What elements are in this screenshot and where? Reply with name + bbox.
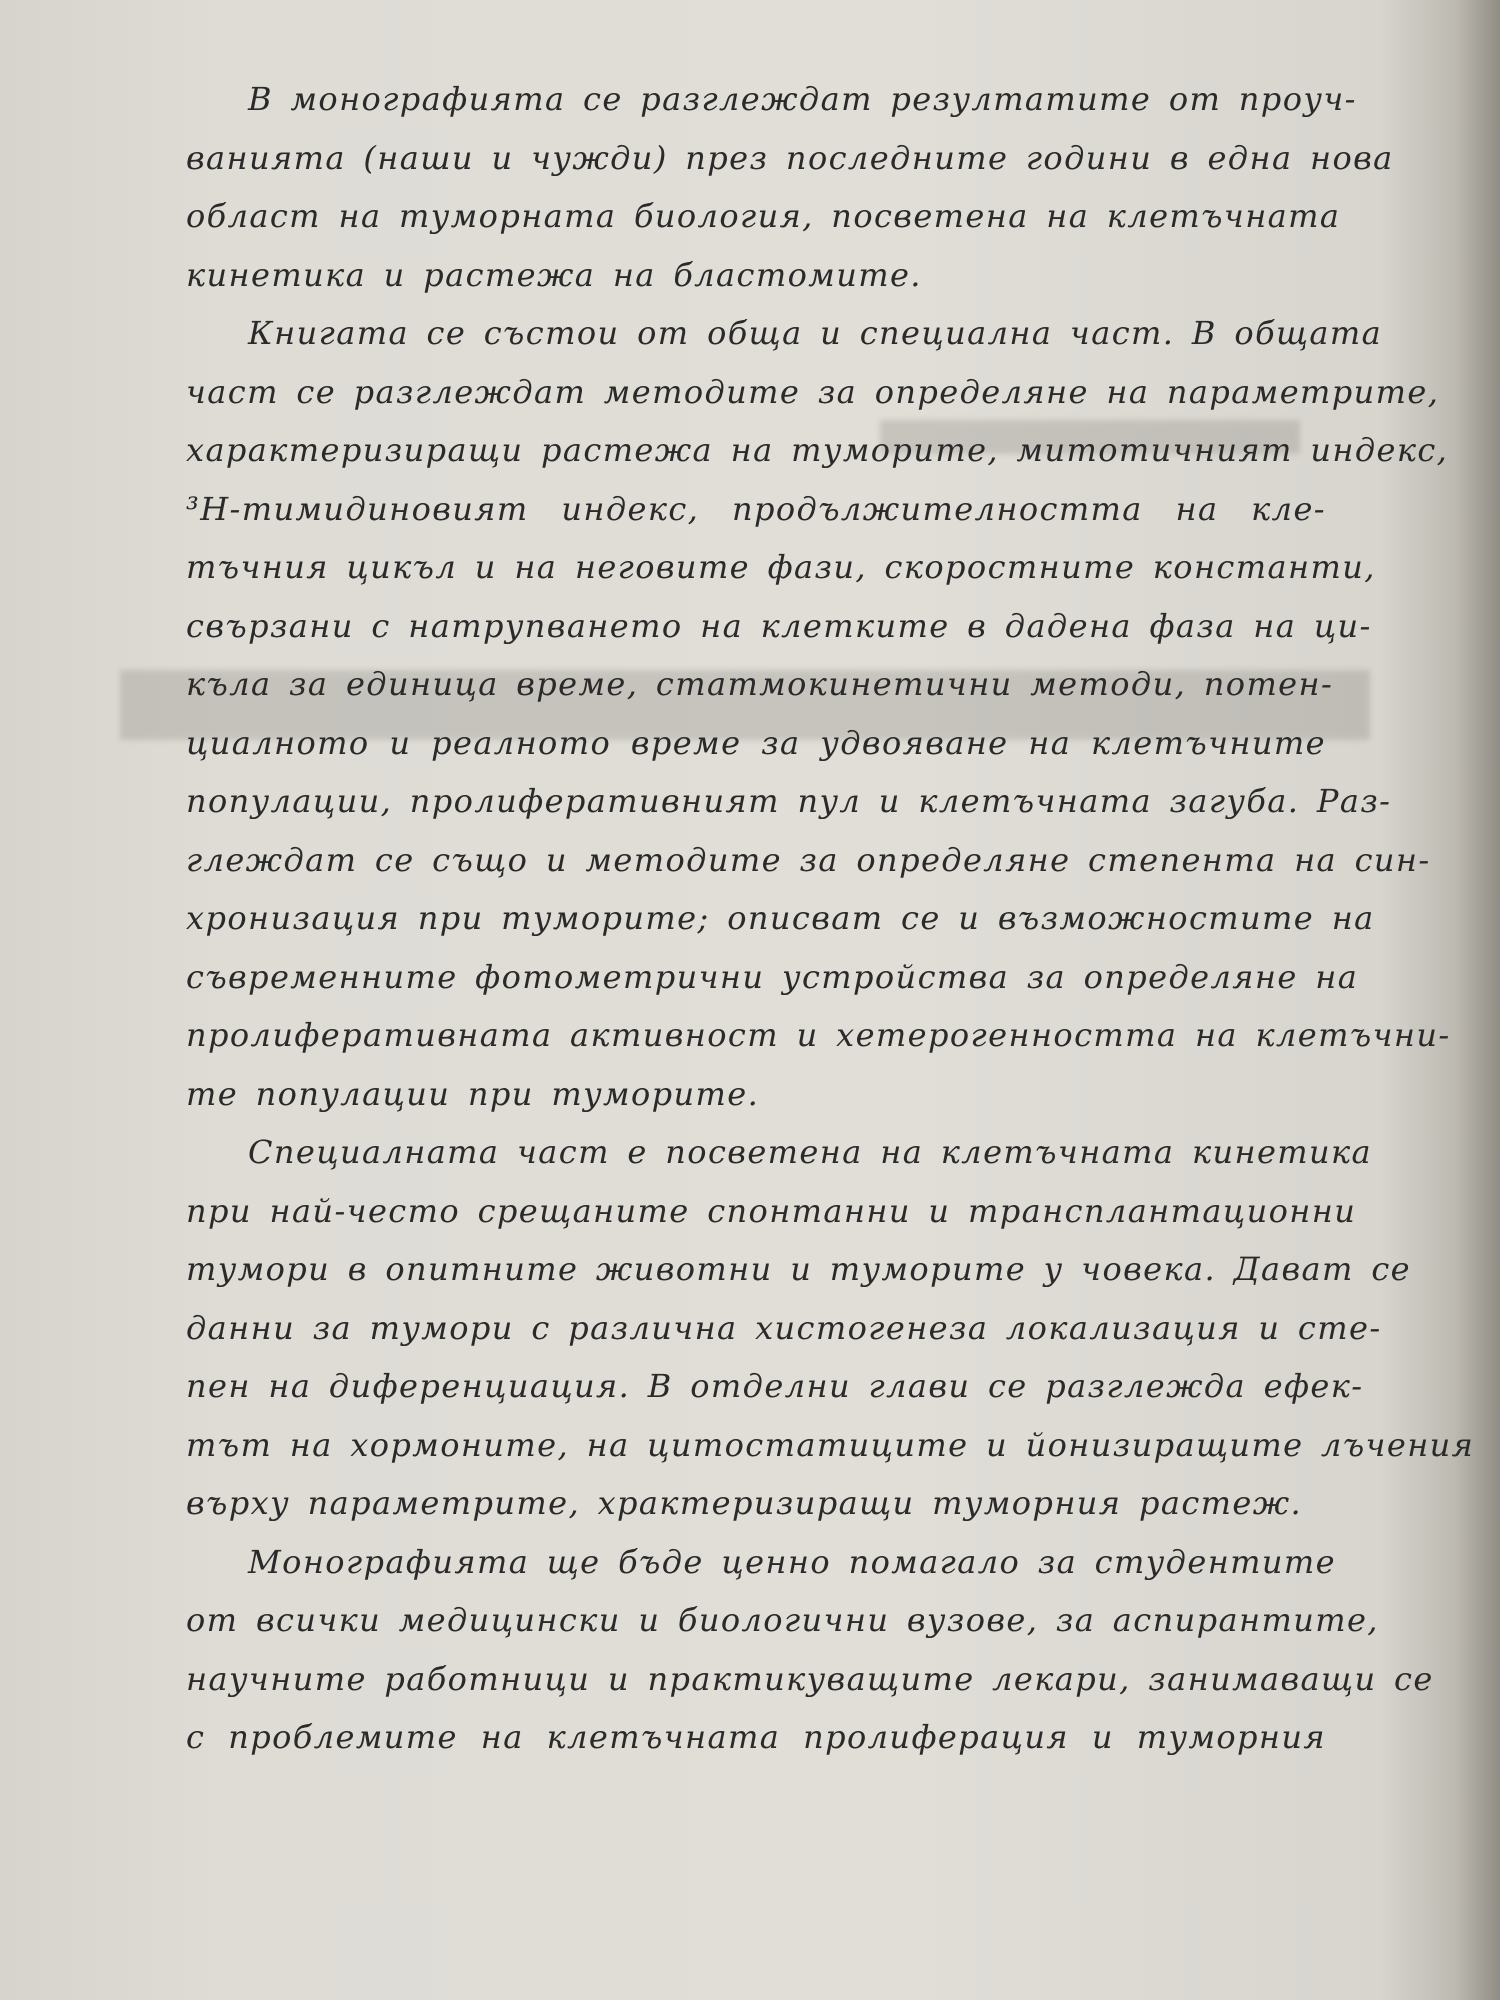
paragraph-4	[186, 1533, 1434, 1767]
text-line: ванията (наши и чужди) през последните години в една нова	[186, 138, 1394, 177]
text-line: Специалната част е посветена на клетъчната кинетика	[248, 1133, 1373, 1171]
body-text	[186, 70, 1475, 1767]
text-line: те популации при туморите.	[186, 1074, 760, 1113]
text-line: кинетика и растежа на бластомите.	[186, 255, 922, 294]
text-line: тът на хормоните, на цитостатиците и йонизиращите лъчения	[186, 1425, 1475, 1464]
text-line: Монографията ще бъде ценно помагало за студентите	[248, 1542, 1337, 1581]
text-line: циалното и реалното време за удвояване на клетъчните	[186, 723, 1326, 762]
text-line: данни за тумори с различна хистогенеза локализация и сте-	[186, 1308, 1382, 1347]
text-line: област на туморната биология, посветена на клетъчната	[186, 197, 1341, 235]
paragraph-1	[186, 70, 1394, 304]
text-line: свързани с натрупването на клетките в дадена фаза на ци-	[186, 606, 1372, 645]
text-line: ³H-тимидиновият индекс, продължителността на кле-	[186, 489, 1326, 528]
text-line: глеждат се също и методите за определяне степента на син-	[186, 840, 1431, 879]
text-line: хронизация при туморите; описват се и възможностите на	[186, 899, 1375, 937]
text-line: къла за единица време, статмокинетични методи, потен-	[186, 665, 1334, 703]
text-line: съвременните фотометрични устройства за определяне на	[186, 957, 1359, 996]
text-line: тумори в опитните животни и туморите у човека. Дават се	[186, 1250, 1412, 1288]
text-line: характеризиращи растежа на туморите, митотичният индекс,	[186, 431, 1449, 469]
text-line: Книгата се състои от обща и специална част. В общата	[248, 314, 1383, 352]
paragraph-3	[186, 1123, 1475, 1533]
text-line: от всички медицински и биологични вузове, за аспирантите,	[186, 1601, 1379, 1639]
paragraph-2	[186, 304, 1451, 1123]
text-line: В монографията се разглеждат резултатите от проуч-	[248, 80, 1357, 118]
text-line: тъчния цикъл и на неговите фази, скоростните константи,	[186, 548, 1376, 586]
text-line: върху параметрите, храктеризиращи туморния растеж.	[186, 1484, 1303, 1522]
text-line: пролиферативната активност и хетерогенността на клетъчни-	[186, 1016, 1451, 1054]
text-line: с проблемите на клетъчната пролиферация и туморния	[186, 1718, 1326, 1756]
text-line: пен на диференциация. В отделни глави се разглежда ефек-	[186, 1367, 1364, 1405]
text-line: част се разглеждат методите за определяне на параметрите,	[186, 372, 1440, 411]
text-line: научните работници и практикуващите лекари, занимаващи се	[186, 1659, 1434, 1698]
text-line: при най-често срещаните спонтанни и трансплантационни	[186, 1191, 1357, 1230]
text-line: популации, пролиферативният пул и клетъчната загуба. Раз-	[186, 782, 1392, 820]
